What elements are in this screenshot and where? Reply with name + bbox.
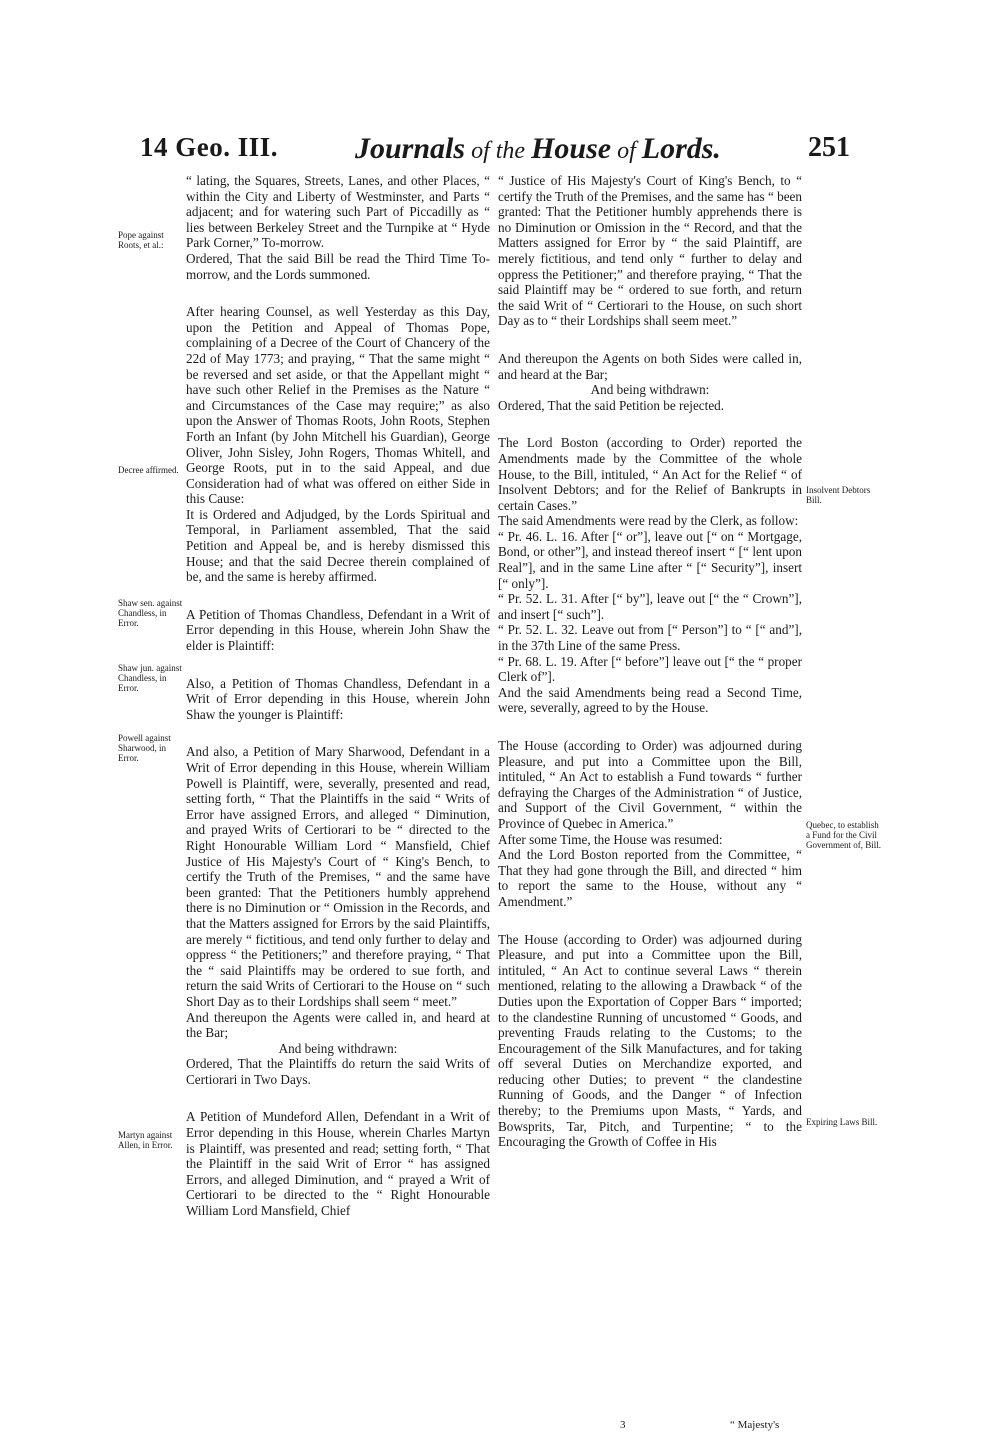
- paragraph: Ordered, That the Plaintiffs do return the said Writs of Certiorari in Two Days.: [186, 1056, 490, 1087]
- paragraph: A Petition of Thomas Chandless, Defendant in a Writ of Error depending in this House, wherein John Shaw the elder is Plaintiff:: [186, 606, 490, 654]
- paragraph: And thereupon the Agents on both Sides were called in, and heard at the Bar;: [498, 350, 802, 382]
- paragraph: Ordered, That the said Bill be read the Third Time To-morrow, and the Lords summoned.: [186, 250, 490, 282]
- signature-mark: 3: [620, 1419, 626, 1431]
- right-column: [498, 173, 802, 1150]
- title-of-the: of the: [465, 138, 532, 164]
- margin-note: Decree affirmed.: [118, 465, 179, 475]
- regnal-year: 14 Geo. III.: [140, 132, 279, 162]
- paragraph: “ Pr. 52. L. 32. Leave out from [“ Person”] to “ [“ and”], in the 37th Line of the same Press.: [498, 622, 802, 654]
- paragraph: A Petition of Mundeford Allen, Defendant in a Writ of Error depending in this House, wherein Charles Martyn is Plaintiff, was presented and read; setting forth, “ That the Plaintiff in the said Writ of Error “ has assigned Errors, and alleged Diminution, and “ prayed a Writ of Certiorari to be directed to the “ Right Honourable William Lord Mansfield, Chief: [186, 1109, 490, 1219]
- margin-note: Quebec, to establish a Fund for the Civil Government of, Bill.: [806, 820, 881, 850]
- paragraph: It is Ordered and Adjudged, by the Lords Spiritual and Temporal, in Parliament assembled, That the said Petition and Appeal be, and is hereby dismissed this House; and that the said Decree therein complained of be, and the same is hereby affirmed.: [186, 506, 490, 585]
- title-house: House: [531, 132, 612, 165]
- margin-note: Powell against Sharwood, in Error.: [118, 733, 171, 763]
- margin-note: Insolvent Debtors Bill.: [806, 485, 871, 505]
- paragraph: The said Amendments were read by the Clerk, as follow:: [498, 513, 799, 529]
- margin-note: Shaw jun. against Chandless, in Error.: [118, 663, 182, 693]
- paragraph: And being withdrawn:: [278, 1040, 398, 1056]
- title-journals: Journals: [355, 132, 466, 165]
- paragraph: The House (according to Order) was adjourned during Pleasure, and put into a Committee upon the Bill, intituled, “ An Act to establish a Fund towards “ further defraying the Charges of the Administration “ of Justice, and Support of the Civil Government, “ within the Province of Quebec in America.”: [498, 738, 802, 831]
- margin-note: Shaw sen. against Chandless, in Error.: [118, 598, 183, 628]
- title-of: of: [611, 138, 642, 164]
- paragraph: “ Pr. 52. L. 31. After [“ by”], leave out [“ the “ Crown”], and insert [“ such”].: [498, 591, 802, 622]
- paragraph: The House (according to Order) was adjourned during Pleasure, and put into a Committee upon the Bill, intituled, “ An Act to continue several Laws “ therein mentioned, relating to the allowing a Drawback “ of the Duties upon the Exportation of Copper Bars “ imported; to the clandestine Running of uncustomed “ Goods, and preventing Frauds relating to the Customs; to the Encouragement of the Silk Manufactures, and for taking off several Duties on Merchandize exported, and reducing other Duties; to prevent “ the clandestine Running of Goods, and the Danger “ of Infection thereby; to the Premiums upon Masts, “ Yards, and Bowsprits, Tar, Pitch, and Turpentine; “ to the Encouraging the Growth of Coffee in His: [498, 931, 802, 1150]
- paragraph: And the said Amendments being read a Second Time, were, severally, agreed to by the House.: [498, 684, 802, 716]
- paragraph: “ Justice of His Majesty's Court of King's Bench, to “ certify the Truth of the Premises, and the same has “ been granted: That the Petitioner humbly apprehends there is no Diminution or Omission in the “ Record, and that the Matters assigned for Error by “ the said Plaintiff, are merely fictitious, and tend only “ further to delay and oppress the Petitioner;” and therefore praying, “ That the said Plaintiff may be “ ordered to sue forth, and return the said Writ of “ Certiorari to the House, on such short Day as to “ their Lordships shall seem meet.”: [498, 173, 802, 329]
- paragraph: Also, a Petition of Thomas Chandless, Defendant in a Writ of Error depending in this House, wherein John Shaw the younger is Plaintiff:: [186, 675, 490, 722]
- title-lords: Lords.: [641, 132, 721, 165]
- margin-note: Martyn against Allen, in Error.: [118, 1130, 173, 1150]
- paragraph: After some Time, the House was resumed:: [498, 831, 723, 847]
- catchword: “ Majesty's: [730, 1419, 780, 1431]
- paragraph: And also, a Petition of Mary Sharwood, Defendant in a Writ of Error depending in this House, wherein William Powell is Plaintiff, were, severally, presented and read, setting forth, “ That the Plaintiffs in the said “ Writs of Error have assigned Errors, and alleged “ Diminution, and prayed Writs of Certiorari to be “ directed to the Right Honourable William Lord “ Mansfield, Chief Justice of His Majesty's Court of “ King's Bench, to certify the Truth of the Premises, “ and the same have been granted: That the Petitioners humbly apprehend there is no Diminution or “ Omission in the Records, and that the Matters assigned for Errors by the said Plaintiffs, are merely “ fictitious, and tend only further to delay and oppress “ the Petitioners;” and therefore praying, “ That the “ said Plaintiffs may be ordered to sue forth, and return the said Writs of Certiorari to the House on “ such Short Day as to their Lordships shall seem “ meet.”: [186, 744, 490, 1009]
- paragraph: And being withdrawn:: [590, 382, 710, 398]
- paragraph: And the Lord Boston reported from the Committee, “ That they had gone through the Bill, and directed “ him to report the same to the House, without any “ Amendment.”: [498, 847, 802, 909]
- paragraph: “ Pr. 68. L. 19. After [“ before”] leave out [“ the “ proper Clerk of”].: [498, 653, 802, 685]
- paragraph: The Lord Boston (according to Order) reported the Amendments made by the Committee of the whole House, to the Bill, intituled, “ An Act for the Relief “ of Insolvent Debtors; and for the Relief of Bankrupts in certain Cases.”: [498, 435, 802, 513]
- paragraph: Ordered, That the said Petition be rejected.: [498, 397, 725, 413]
- left-column: [186, 173, 490, 1219]
- paragraph: After hearing Counsel, as well Yesterday as this Day, upon the Petition and Appeal of Thomas Pope, complaining of a Decree of the Court of Chancery of the 22d of May 1773; and praying, “ That the same might “ be reversed and set aside, or that the Appellant might “ have such other Relief in the Premises as the Nature “ and Circumstances of the Case may require;” as also upon the Answer of Thomas Roots, John Roots, Stephen Forth an Infant (by John Mitchell his Guardian), George Oliver, John Sisley, John Rogers, Thomas Whitell, and George Roots, put in to the said Appeal, and due Consideration had of what was offered on either Side in this Cause:: [186, 304, 490, 507]
- margin-note: Pope against Roots, et al.:: [118, 230, 164, 250]
- running-title: [355, 132, 721, 172]
- page-number: 251: [808, 132, 850, 163]
- margin-note: Expiring Laws Bill.: [806, 1117, 878, 1127]
- paragraph: And thereupon the Agents were called in, and heard at the Bar;: [186, 1009, 490, 1041]
- paragraph: “ Pr. 46. L. 16. After [“ or”], leave out [“ on “ Mortgage, Bond, or other”], and instead thereof insert “ [“ lent upon Real”], and in the same Line after “ [“ Security”], insert [“ only”].: [498, 528, 802, 591]
- paragraph: “ lating, the Squares, Streets, Lanes, and other Places, “ within the City and Liberty of Westminster, and Parts “ adjacent; and for watering such Part of Piccadilly as “ lies between Berkeley Street and the Turnpike at “ Hyde Park Corner,” To-morrow.: [186, 173, 490, 251]
